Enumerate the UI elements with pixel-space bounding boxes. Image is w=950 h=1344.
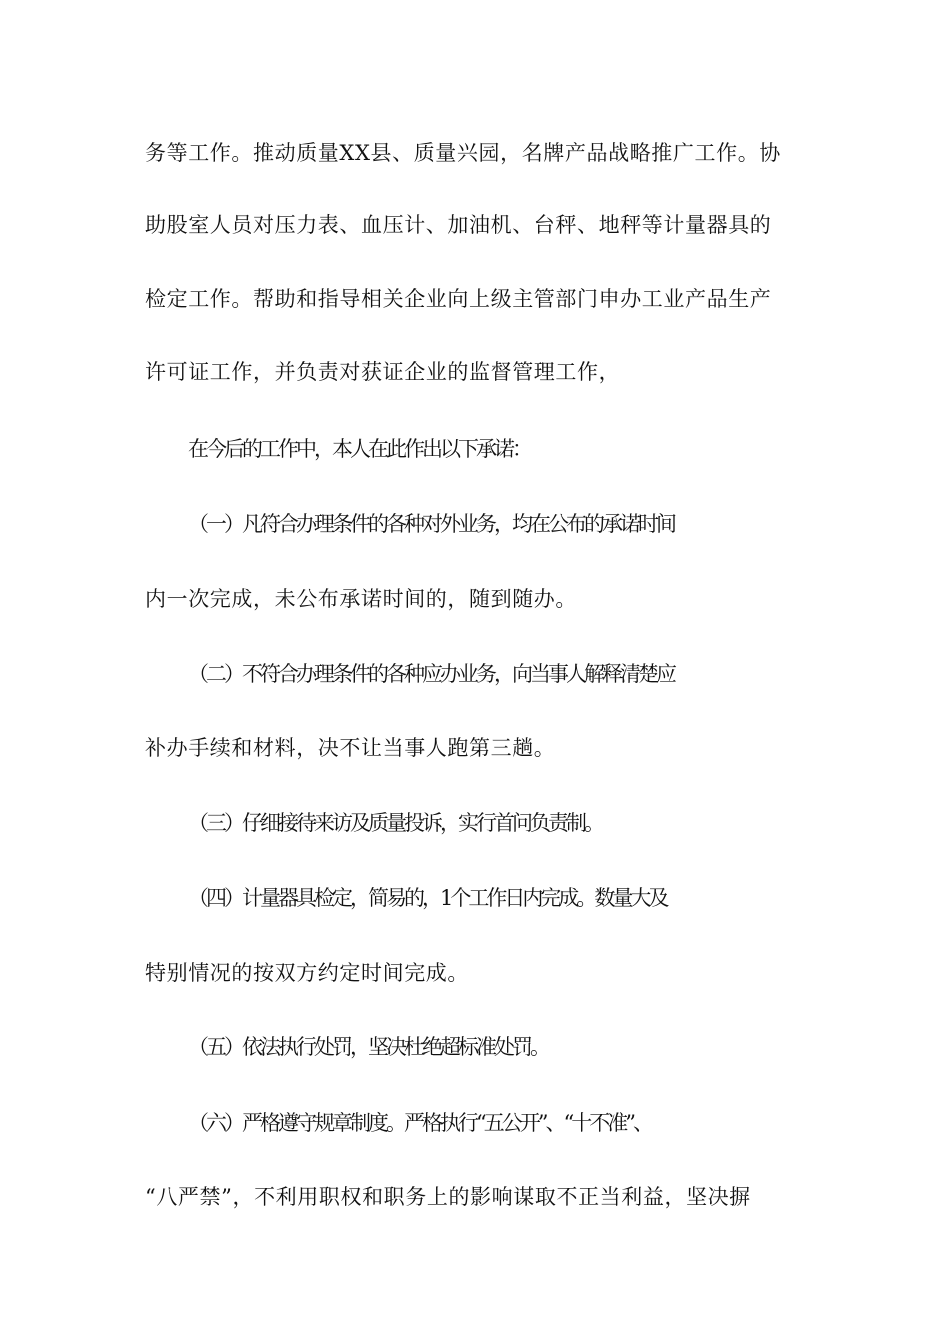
paragraph-line: （四）计量器具检定，简易的，1个工作日内完成。数量大及: [188, 886, 667, 910]
paragraph-line: （二）不符合办理条件的各种应办业务，向当事人解释清楚应: [188, 662, 674, 686]
paragraph-line: “八严禁”，不利用职权和职务上的影响谋取不正当利益，坚决摒: [145, 1185, 751, 1209]
paragraph-line: 务等工作。推动质量XX县、质量兴园，名牌产品战略推广工作。协: [145, 141, 781, 165]
paragraph-line: 助股室人员对压力表、血压计、加油机、台秤、地秤等计量器具的: [145, 213, 772, 237]
paragraph-line: 在今后的工作中，本人在此作出以下承诺：: [188, 437, 530, 461]
paragraph-line: 许可证工作，并负责对获证企业的监督管理工作，: [145, 360, 621, 384]
paragraph-line: （六）严格遵守规章制度。严格执行“五公开”、“十不准”、: [188, 1111, 651, 1135]
paragraph-line: （三）仔细接待来访及质量投诉，实行首问负责制。: [188, 811, 602, 835]
paragraph-line: 特别情况的按双方约定时间完成。: [145, 961, 469, 985]
paragraph-line: （五）依法执行处罚，坚决杜绝超标准处罚。: [188, 1035, 548, 1059]
paragraph-line: 内一次完成，未公布承诺时间的，随到随办。: [145, 587, 577, 611]
paragraph-line: 补办手续和材料，决不让当事人跑第三趟。: [145, 736, 556, 760]
paragraph-line: 检定工作。帮助和指导相关企业向上级主管部门申办工业产品生产: [145, 287, 772, 311]
paragraph-line: （一）凡符合办理条件的各种对外业务，均在公布的承诺时间: [188, 512, 674, 536]
